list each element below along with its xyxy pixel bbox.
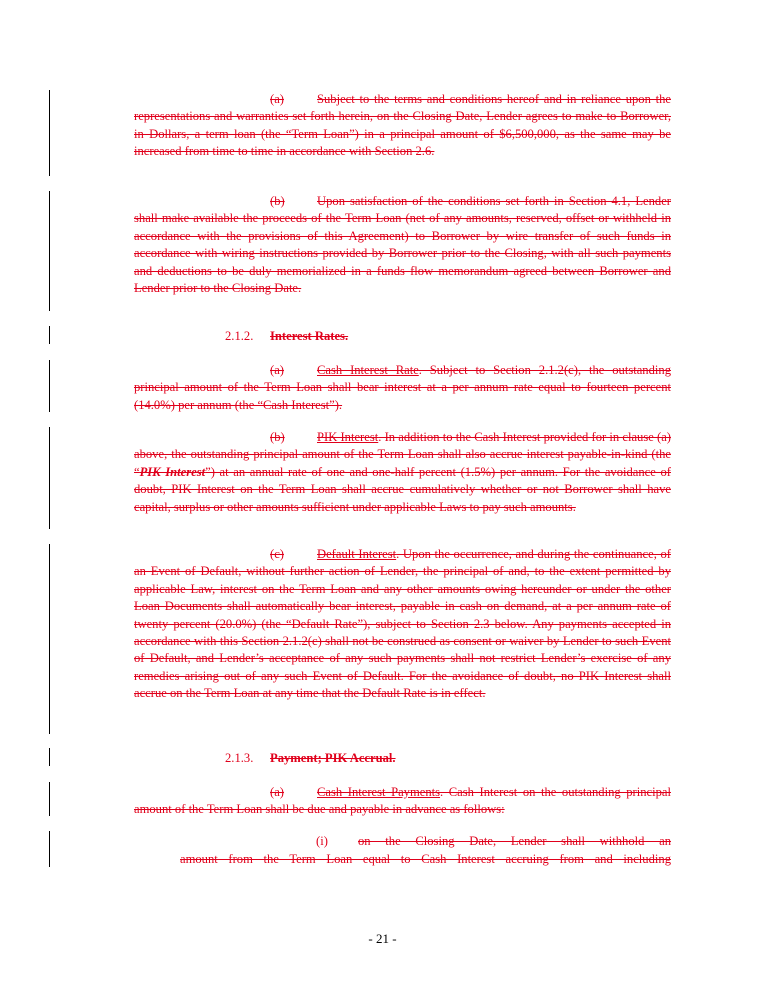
paragraph-text: Upon satisfaction of the conditions set forth in Section 4.1, Lender shall make available the proceeds of the Term Loan (net of any amounts, reserved, offset or withheld in accordance with the provisions of this Agreement) to Borrower by wire transfer of such funds in accordance with wiring instructions provided by Borrower prior to the Closing, with all such payments and deductions to be duly memorialized in a funds flow memorandum agreed between Borrower and Lender prior to the Closing Date.: [134, 194, 671, 296]
section-heading-payment: [225, 750, 396, 767]
paragraph-default-interest: [134, 546, 671, 703]
paragraph-label: (a): [270, 785, 284, 799]
paragraph-heading: PIK Interest: [317, 430, 379, 444]
paragraph-text: ”) at an annual rate of one and one-half percent (1.5%) per annum. For the avoidance of doubt, PIK Interest on the Term Loan shall accrue cumulatively whether or not Borrower shall have capital, surplus or other amounts sufficient under applicable Laws to pay such amounts.: [134, 464, 671, 514]
section-number: 2.1.3.: [225, 751, 254, 765]
subparagraph-closing-date: [316, 833, 671, 850]
paragraph-cash-interest-rate: [134, 362, 671, 414]
section-title: Interest Rates.: [270, 329, 349, 343]
change-bar: [49, 748, 50, 766]
paragraph-text: . Cash Interest on the outstanding principal amount of the Term Loan shall be due and payable in advance as follows:: [134, 785, 671, 817]
change-bar: [49, 544, 50, 734]
subparagraph-text: amount from the Term Loan equal to Cash Interest accruing from and including: [180, 852, 671, 866]
paragraph-label: (a): [270, 92, 284, 106]
section-heading-interest-rates: [225, 328, 348, 345]
paragraph-pik-interest: [134, 429, 671, 516]
paragraph-label: (b): [270, 194, 285, 208]
section-number: 2.1.2.: [225, 329, 254, 343]
section-title: Payment; PIK Accrual.: [270, 751, 396, 765]
change-bar: [49, 427, 50, 529]
paragraph-heading: Default Interest: [317, 547, 397, 561]
defined-term: PIK Interest: [139, 464, 206, 479]
paragraph-heading: Cash Interest Payments: [317, 785, 441, 799]
paragraph-text: . Upon the occurrence, and during the continuance, of an Event of Default, without further action of Lender, the principal of and, to the extent permitted by applicable Law, interest on the Term Loan and any other amounts owing hereunder or under the other Loan Documents shall automatically bear interest, payable in cash on demand, at a per annum rate of twenty percent (20.0%) (the “Default Rate”), subject to Section 2.3 below. Any payments accepted in accordance with this Section 2.1.2(c) shall not be construed as consent or waiver by Lender to such Event of Default, and Lender’s acceptance of any such payments shall not restrict Lender’s exercise of any remedies arising out of any such Event of Default. For the avoidance of doubt, no PIK Interest shall accrue on the Term Loan at any time that the Default Rate is in effect.: [134, 547, 671, 701]
paragraph-cash-interest-payments: [134, 784, 671, 819]
subparagraph-label: (i): [316, 834, 328, 848]
paragraph-term-loan: [134, 91, 671, 161]
page-number: - 21 -: [368, 931, 397, 946]
paragraph-text: Subject to the terms and conditions hereof and in reliance upon the representations and warranties set forth herein, on the Closing Date, Lender agrees to make to Borrower, in Dollars, a term loan (the “Term Loan”) in a principal amount of $6,500,000, as the same may be increased from time to time in accordance with Section 2.6.: [134, 92, 671, 159]
change-bar: [49, 326, 50, 344]
paragraph-text: . In addition to the Cash Interest provided for in clause (a) above, the outstanding principal amount of the Term Loan shall also accrue interest payable-in-kind (the “: [134, 430, 671, 479]
paragraph-heading: Cash Interest Rate: [317, 363, 419, 377]
subparagraph-closing-date-continued: [180, 851, 671, 868]
change-bar: [49, 831, 50, 867]
paragraph-label: (c): [270, 547, 284, 561]
subparagraph-text: on the Closing Date, Lender shall withhold an: [358, 834, 671, 848]
change-bar: [49, 782, 50, 816]
paragraph-text: . Subject to Section 2.1.2(c), the outstanding principal amount of the Term Loan shall bear interest at a per annum rate equal to fourteen percent (14.0%) per annum (the “Cash Interest”).: [134, 363, 671, 412]
change-bar: [49, 191, 50, 311]
paragraph-loan-proceeds: [134, 193, 671, 297]
paragraph-label: (b): [270, 430, 285, 444]
paragraph-label: (a): [270, 363, 284, 377]
change-bar: [49, 90, 50, 176]
change-bar: [49, 360, 50, 412]
